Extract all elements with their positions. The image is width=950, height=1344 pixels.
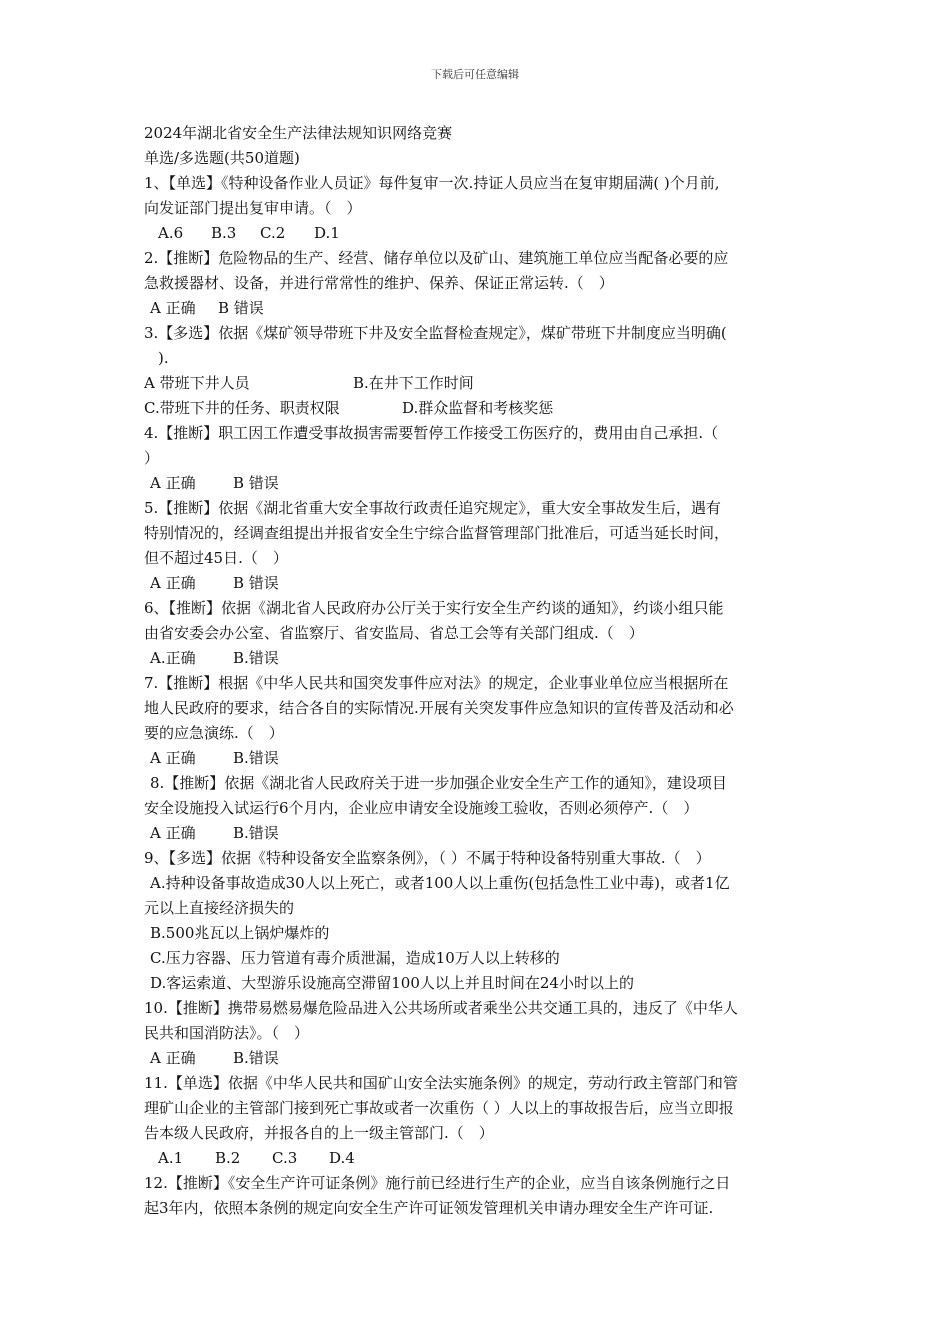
option-b: B 错误 [233,574,279,592]
option-b: B 错误 [233,474,279,492]
question-6-options [144,646,816,671]
question-5-options [144,571,816,596]
question-9-option-a-cont: 元以上直接经济损失的 [144,899,295,917]
question-2-text-cont: 急救援器材、设备，并进行常常性的维护、保养、保证正常运转.（ ） [144,274,614,292]
question-7-text-cont-2: 要的应急演练.（ ） [144,724,284,742]
option-b: B.错误 [233,824,279,842]
question-12-text: 12.【推断】《安全生产许可证条例》施行前已经进行生产的企业，应当自该条例施行之日 [144,1174,731,1192]
question-2-text: 2.【推断】危险物品的生产、经营、储存单位以及矿山、建筑施工单位应当配备必要的应 [144,249,729,267]
question-9-option-a: A.持种设备事故造成30人以上死亡，或者100人以上重伤(包括急性工业中毒)，或者1亿 [150,874,730,892]
question-11-options [144,1146,816,1171]
question-4-options [144,471,816,496]
option-b: B.2 [215,1149,241,1167]
option-c: C.2 [260,224,286,242]
option-c: C.3 [272,1149,298,1167]
question-4-text: 4.【推断】职工因工作遭受事故损害需要暂停工作接受工伤医疗的，费用由自己承担.（ [144,424,719,442]
question-1-text: 1、【单选】《特种设备作业人员证》每件复审一次.持证人员应当在复审期届满( )个月前, [144,174,720,192]
option-d: D.群众监督和考核奖惩 [402,399,554,417]
question-9-option-b: B.500兆瓦以上锅炉爆炸的 [150,924,330,942]
page-header: 下载后可任意编辑 [431,68,519,81]
question-6-text-cont: 由省安委会办公室、省监察厅、省安监局、省总工会等有关部门组成.（ ） [144,624,644,642]
option-d: D.4 [329,1149,355,1167]
question-1-text-cont: 向发证部门提出复审申请。（ ） [144,199,362,217]
option-c: C.带班下井的任务、职责权限 [144,399,340,417]
question-5-text: 5.【推断】依据《湖北省重大安全事故行政责任追究规定》，重大安全事故发生后，遇有 [144,499,721,517]
option-b: B.3 [211,224,237,242]
option-a: A 带班下井人员 [144,374,250,392]
question-1-options [144,221,816,246]
option-d: D.1 [314,224,340,242]
question-8-text: 8.【推断】依据《湖北省人民政府关于进一步加强企业安全生产工作的通知》，建设项目 [150,774,727,792]
document-subtitle: 单选/多选题(共50道题) [144,149,300,167]
question-8-text-cont: 安全设施投入试运行6个月内，企业应申请安全设施竣工验收，否则必须停产.（ ） [144,799,699,817]
option-a: A 正确 [150,824,196,842]
question-10-text-cont: 民共和国消防法》。（ ） [144,1024,310,1042]
option-b: B.错误 [233,649,279,667]
question-11-text: 11.【单选】依据《中华人民共和国矿山安全法实施条例》的规定，劳动行政主管部门和管 [144,1074,738,1092]
question-6-text: 6、【推断】依据《湖北省人民政府办公厅关于实行安全生产约谈的通知》，约谈小组只能 [144,599,724,617]
document-body [144,121,816,1221]
document-title: 2024年湖北省安全生产法律法规知识网络竞赛 [144,124,453,142]
question-3-text-cont: ). [158,349,169,367]
option-a: A 正确 [150,574,196,592]
question-5-text-cont: 特别情况的，经调查组提出并报省安全生宁综合监督管理部门批准后，可适当延长时间， [144,524,730,542]
question-9-option-c: C.压力容器、压力管道有毒介质泄漏，造成10万人以上转移的 [150,949,560,967]
question-7-options [144,746,816,771]
option-a: A.正确 [150,649,196,667]
option-a: A 正确 [150,299,196,317]
option-a: A.6 [158,224,184,242]
question-4-text-cont: ） [144,449,160,467]
question-5-text-cont-2: 但不超过45日.（ ） [144,549,288,567]
option-b: B.在井下工作时间 [353,374,474,392]
option-a: A 正确 [150,1049,196,1067]
option-b: B.错误 [233,1049,279,1067]
question-7-text-cont: 地人民政府的要求，结合各自的实际情况.开展有关突发事件应急知识的宣传普及活动和必 [144,699,734,717]
question-11-text-cont-2: 告本级人民政府，并报各自的上一级主管部门.（ ） [144,1124,494,1142]
question-2-options [144,296,816,321]
option-a: A 正确 [150,749,196,767]
option-a: A.1 [158,1149,184,1167]
question-10-options [144,1046,816,1071]
question-9-option-d: D.客运索道、大型游乐设施高空滞留100人以上并且时间在24小时以上的 [150,974,634,992]
question-3-text: 3.【多选】依据《煤矿领导带班下井及安全监督检查规定》，煤矿带班下井制度应当明确( [144,324,727,342]
question-11-text-cont: 理矿山企业的主管部门接到死亡事故或者一次重伤（ ）人以上的事故报告后，应当立即报 [144,1099,734,1117]
question-7-text: 7.【推断】根据《中华人民共和国突发事件应对法》的规定，企业事业单位应当根据所在 [144,674,729,692]
question-9-text: 9、【多选】依据《特种设备安全监察条例》，（ ）不属于特种设备特别重大事故.（ ） [144,849,711,867]
question-8-options [144,821,816,846]
question-12-text-cont: 起3年内，依照本条例的规定向安全生产许可证领发管理机关申请办理安全生产许可证. [144,1199,714,1217]
option-b: B 错误 [218,299,264,317]
option-b: B.错误 [233,749,279,767]
question-3-options-row-2 [144,396,816,421]
question-3-options-row-1 [144,371,816,396]
option-a: A 正确 [150,474,196,492]
question-10-text: 10.【推断】携带易燃易爆危险品进入公共场所或者乘坐公共交通工具的，违反了《中华人 [144,999,738,1017]
